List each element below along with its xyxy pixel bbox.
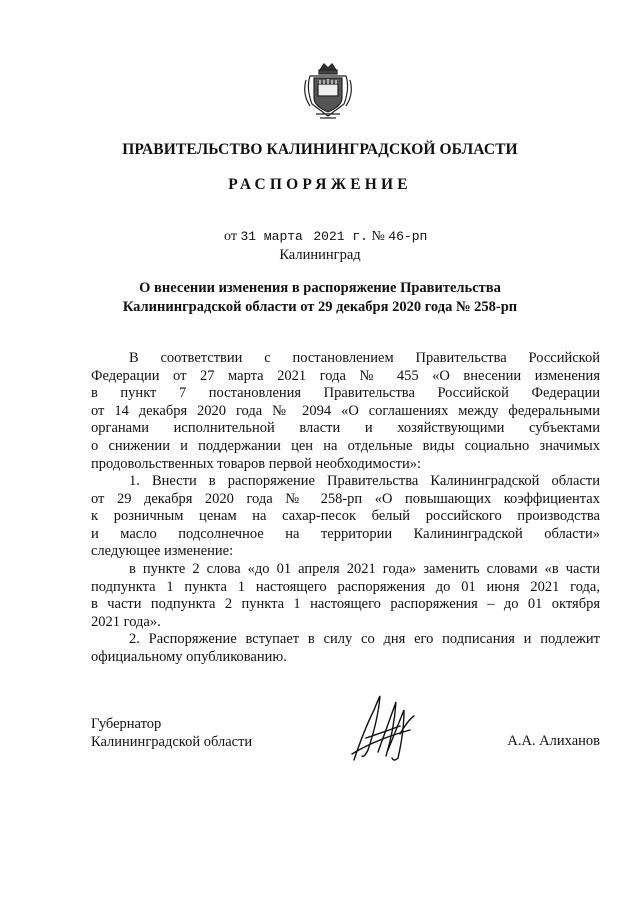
coat-of-arms-icon: [302, 60, 354, 122]
text-line: в пункте 2 слова «до 01 апреля 2021 года» заменить словами «в части: [129, 561, 600, 577]
subject-line: Калининградской области от 29 декабря 2020 года № 258-рп: [122, 299, 518, 315]
city-name: Калининград: [279, 247, 361, 263]
amendment-paragraph: [91, 561, 600, 631]
text-line: от 29 декабря 2020 года № 258-рп «О повышающих коэффициентах: [91, 490, 600, 507]
text-line: 1. Внести в распоряжение Правительства Калининградской области: [129, 473, 600, 489]
text-line: о снижении и поддержании цен на отдельные виды социально значимых: [91, 437, 600, 454]
text-line: и масло подсолнечное на территории Калининградской области»: [91, 525, 600, 542]
text-line: органами исполнительной власти и хозяйствующими субъектами: [91, 420, 600, 437]
text-line: В соответствии с постановлением Правительства Российской: [129, 350, 600, 366]
text-line: продовольственных товаров первой необходимости»:: [91, 455, 422, 472]
position-line: Калининградской области: [91, 734, 253, 750]
signatory-position: [91, 715, 252, 751]
government-title: ПРАВИТЕЛЬСТВО КАЛИНИНГРАДСКОЙ ОБЛАСТИ: [122, 141, 518, 158]
date-day-month: 31 марта: [240, 229, 303, 244]
document-subject: [100, 279, 540, 317]
number-sign: №: [371, 229, 385, 244]
handwritten-signature: [344, 690, 424, 765]
document-type-title: РАСПОРЯЖЕНИЕ: [228, 176, 412, 193]
item-1-paragraph: [91, 473, 600, 561]
text-line: 2021 года».: [91, 613, 161, 630]
date-year: 2021 г.: [313, 229, 368, 244]
document-number: 46-рп: [388, 229, 428, 244]
text-line: 2. Распоряжение вступает в силу со дня его подписания и подлежит: [129, 631, 600, 647]
text-line: подпункта 1 пункта 1 настоящего распоряжения до 01 июня 2021 года,: [91, 578, 600, 595]
text-line: Федерации от 27 марта 2021 года № 455 «О внесении изменения: [91, 367, 600, 384]
text-line: от 14 декабря 2020 года № 2094 «О соглашениях между федеральными: [91, 402, 600, 419]
text-line: к розничным ценам на сахар-песок белый российского производства: [91, 508, 600, 525]
date-prefix: от: [224, 229, 237, 244]
position-line: Губернатор: [91, 716, 162, 732]
text-line: официальному опубликованию.: [91, 648, 287, 665]
subject-line: О внесении изменения в распоряжение Правительства: [139, 280, 501, 296]
preamble-paragraph: [91, 350, 600, 473]
signatory-name: А.А. Алиханов: [507, 733, 600, 749]
text-line: в пункт 7 постановления Правительства Российской Федерации: [91, 385, 600, 402]
item-2-paragraph: [91, 631, 600, 666]
date-number-line: [224, 229, 427, 245]
text-line: в части подпункта 2 пункта 1 настоящего распоряжения – до 01 октября: [91, 596, 600, 613]
text-line: следующее изменение:: [91, 543, 234, 560]
